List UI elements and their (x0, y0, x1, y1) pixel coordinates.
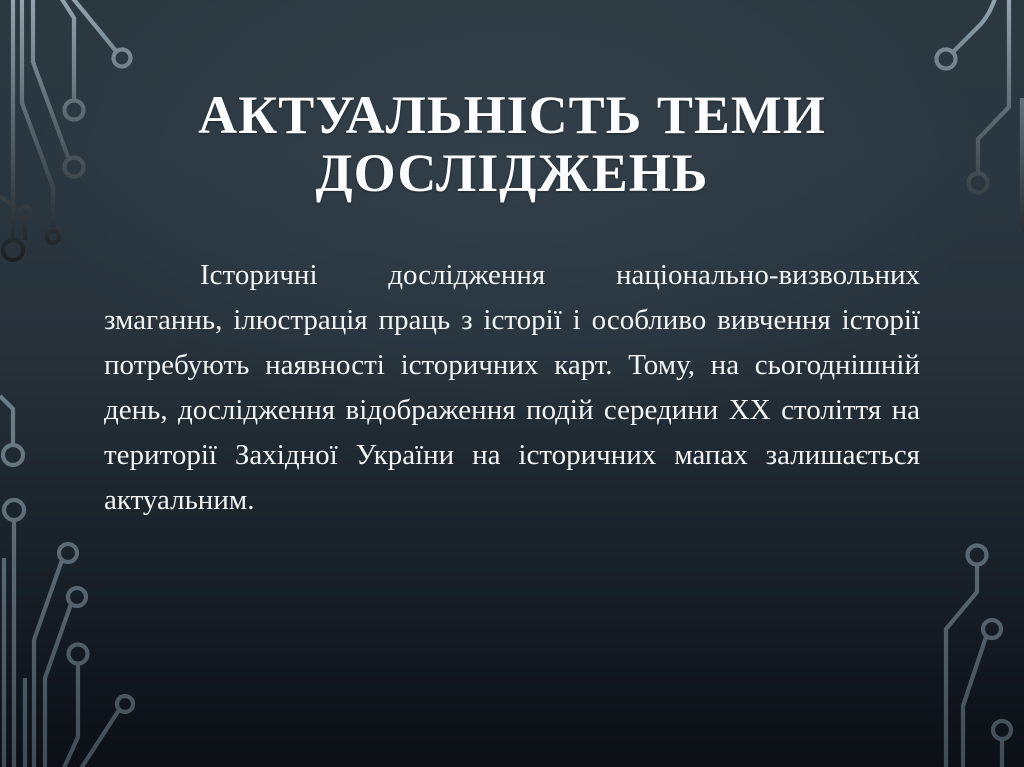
circuit-decoration-bottom-left (25, 544, 133, 767)
slide-title: АКТУАЛЬНІСТЬ ТЕМИ ДОСЛІДЖЕНЬ (198, 85, 826, 203)
circuit-decoration-bottom-right (946, 546, 1011, 767)
circuit-decoration-top-right (937, 0, 1024, 237)
slide-body-paragraph: Історичні дослідження національно-визвольних змаганнь, ілюстрація праць з історії і особливо вивчення історії потребують наявності історичних карт. Тому, на сьогоднішній день, дослідження відображення подій середини ХХ століття на території Західної України на історичних мапах залишається актуальним. (104, 259, 920, 516)
